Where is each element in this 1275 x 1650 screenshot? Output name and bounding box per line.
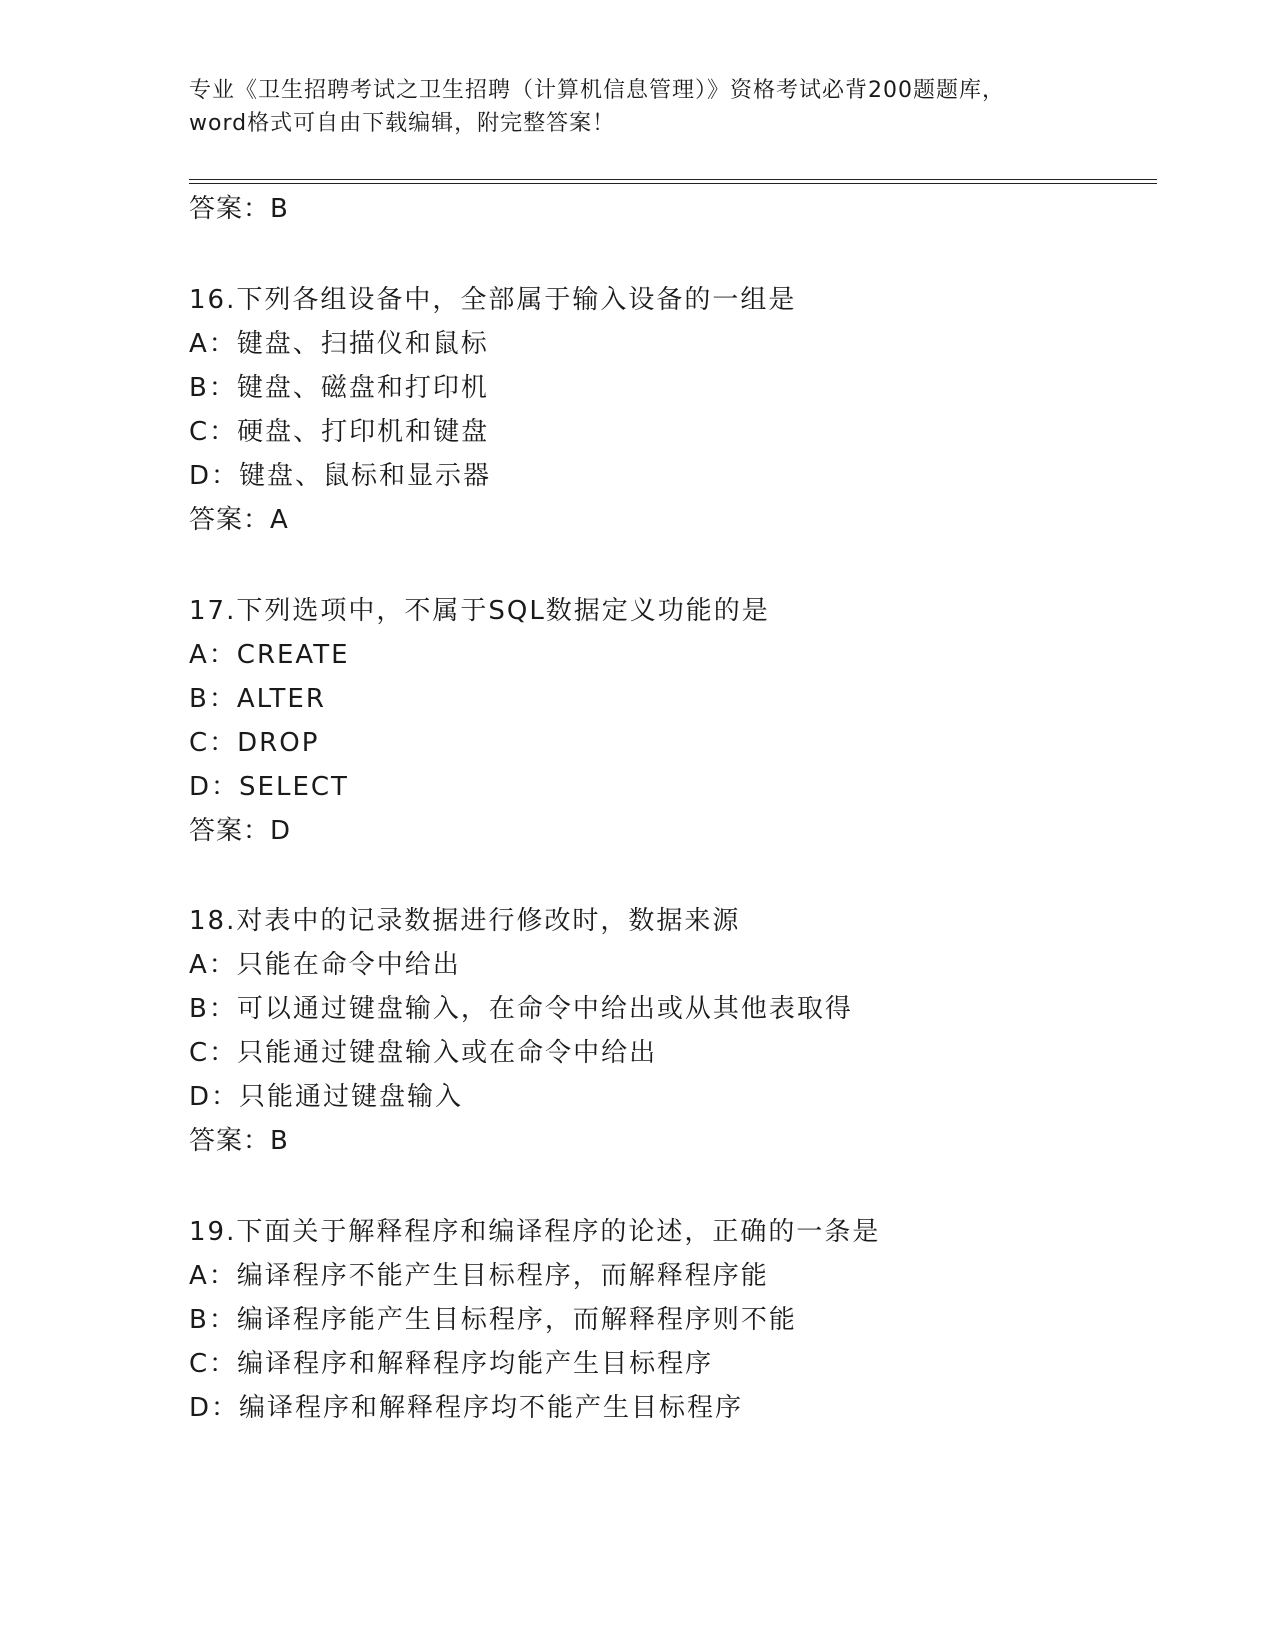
question-17-option-d: D：SELECT (189, 772, 349, 802)
question-17-option-c: C：DROP (189, 728, 320, 758)
question-17-option-b: B：ALTER (189, 684, 326, 714)
question-18-option-b: B：可以通过键盘输入，在命令中给出或从其他表取得 (189, 994, 853, 1024)
question-16-option-d: D：键盘、鼠标和显示器 (189, 461, 492, 491)
question-16-answer: 答案：A (189, 505, 289, 535)
question-17-option-a: A：CREATE (189, 640, 350, 670)
question-16-option-c: C：硬盘、打印机和键盘 (189, 417, 490, 447)
question-18-answer: 答案：B (189, 1126, 289, 1156)
question-19-option-b: B：编译程序能产生目标程序，而解释程序则不能 (189, 1305, 797, 1335)
question-18-option-a: A：只能在命令中给出 (189, 950, 461, 980)
question-19-option-d: D：编译程序和解释程序均不能产生目标程序 (189, 1393, 744, 1423)
question-18-option-c: C：只能通过键盘输入或在命令中给出 (189, 1038, 658, 1068)
question-16-stem: 16.下列各组设备中，全部属于输入设备的一组是 (189, 285, 797, 315)
question-19-option-c: C：编译程序和解释程序均能产生目标程序 (189, 1349, 714, 1379)
question-19-stem: 19.下面关于解释程序和编译程序的论述，正确的一条是 (189, 1217, 881, 1247)
question-16-option-b: B：键盘、磁盘和打印机 (189, 373, 489, 403)
header-divider-top (189, 179, 1157, 180)
question-19-option-a: A：编译程序不能产生目标程序，而解释程序能 (189, 1261, 769, 1291)
header-line-1: 专业《卫生招聘考试之卫生招聘（计算机信息管理）》资格考试必背200题题库， (189, 78, 1005, 103)
header-line-2: word格式可自由下载编辑，附完整答案！ (189, 111, 616, 136)
question-18-option-d: D：只能通过键盘输入 (189, 1082, 464, 1112)
document-header (189, 74, 1089, 140)
question-16-option-a: A：键盘、扫描仪和鼠标 (189, 329, 489, 359)
question-17-answer: 答案：D (189, 816, 292, 846)
header-divider-bottom (189, 183, 1157, 184)
question-18-stem: 18.对表中的记录数据进行修改时，数据来源 (189, 906, 741, 936)
previous-answer: 答案：B (189, 194, 289, 224)
question-17-stem: 17.下列选项中，不属于SQL数据定义功能的是 (189, 596, 770, 626)
